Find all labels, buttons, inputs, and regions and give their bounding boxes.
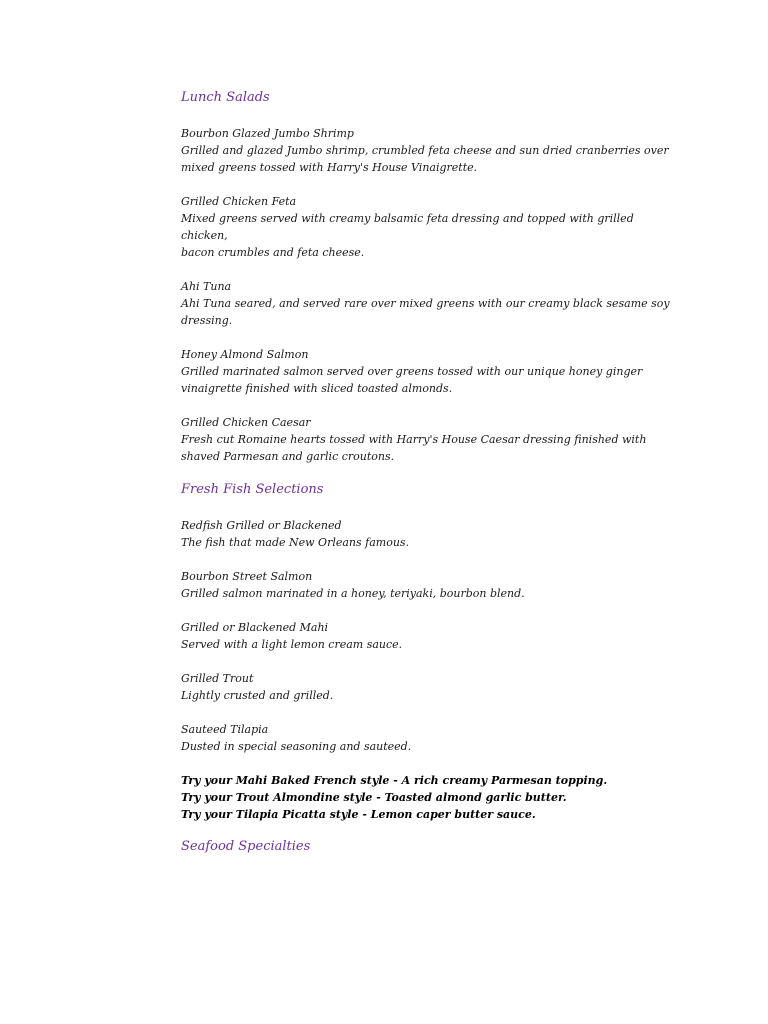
- menu-item-description: Grilled and glazed Jumbo shrimp, crumbled feta cheese and sun dried cranberries over mixed greens tossed with Harry's House Vinaigrette.: [181, 144, 669, 174]
- menu-item-description: Grilled marinated salmon served over greens tossed with our unique honey ginger vinaigrette finished with sliced toasted almonds.: [181, 365, 643, 395]
- section-seafood-specialties: [181, 838, 681, 856]
- menu-item-name: Grilled Chicken Caesar: [181, 416, 311, 429]
- menu-item-name: Bourbon Glazed Jumbo Shrimp: [181, 127, 354, 140]
- menu-item: [181, 619, 681, 653]
- section-heading-seafood-specialties: Seafood Specialties: [181, 839, 311, 854]
- menu-item: [181, 568, 681, 602]
- menu-item: [181, 670, 681, 704]
- menu-item-description: Grilled salmon marinated in a honey, teriyaki, bourbon blend.: [181, 587, 525, 600]
- menu-item-description: The fish that made New Orleans famous.: [181, 536, 410, 549]
- preparation-tips: [181, 772, 681, 823]
- menu-item-description: Lightly crusted and grilled.: [181, 689, 334, 702]
- menu-item-name: Redfish Grilled or Blackened: [181, 519, 342, 532]
- menu-item: [181, 125, 681, 176]
- menu-item-name: Honey Almond Salmon: [181, 348, 309, 361]
- menu-item: [181, 193, 681, 261]
- section-lunch-salads: [181, 89, 681, 465]
- section-fresh-fish: [181, 481, 681, 823]
- menu-item-description: Dusted in special seasoning and sauteed.: [181, 740, 412, 753]
- menu-item: [181, 721, 681, 755]
- menu-item-name: Bourbon Street Salmon: [181, 570, 313, 583]
- preparation-tip: Try your Mahi Baked French style - A rich creamy Parmesan topping.: [181, 774, 608, 787]
- menu-item-name: Ahi Tuna: [181, 280, 232, 293]
- menu-item-name: Grilled Chicken Feta: [181, 195, 297, 208]
- menu-item: [181, 346, 681, 397]
- section-heading-lunch-salads: Lunch Salads: [181, 90, 270, 105]
- menu-item: [181, 278, 681, 329]
- menu-item-name: Sauteed Tilapia: [181, 723, 269, 736]
- menu-item-name: Grilled or Blackened Mahi: [181, 621, 329, 634]
- section-heading-fresh-fish: Fresh Fish Selections: [181, 482, 324, 497]
- menu-item: [181, 414, 681, 465]
- menu-item-description: Served with a light lemon cream sauce.: [181, 638, 403, 651]
- menu-item-description: Fresh cut Romaine hearts tossed with Harry's House Caesar dressing finished with shaved Parmesan and garlic croutons.: [181, 433, 647, 463]
- menu-item-description: Mixed greens served with creamy balsamic feta dressing and topped with grilled chicken, bacon crumbles and feta cheese.: [181, 212, 634, 259]
- menu-item-name: Grilled Trout: [181, 672, 254, 685]
- menu-item: [181, 517, 681, 551]
- menu-item-description: Ahi Tuna seared, and served rare over mixed greens with our creamy black sesame soy dressing.: [181, 297, 670, 327]
- menu-page: [181, 89, 681, 874]
- preparation-tip: Try your Tilapia Picatta style - Lemon caper butter sauce.: [181, 808, 536, 821]
- preparation-tip: Try your Trout Almondine style - Toasted almond garlic butter.: [181, 791, 567, 804]
